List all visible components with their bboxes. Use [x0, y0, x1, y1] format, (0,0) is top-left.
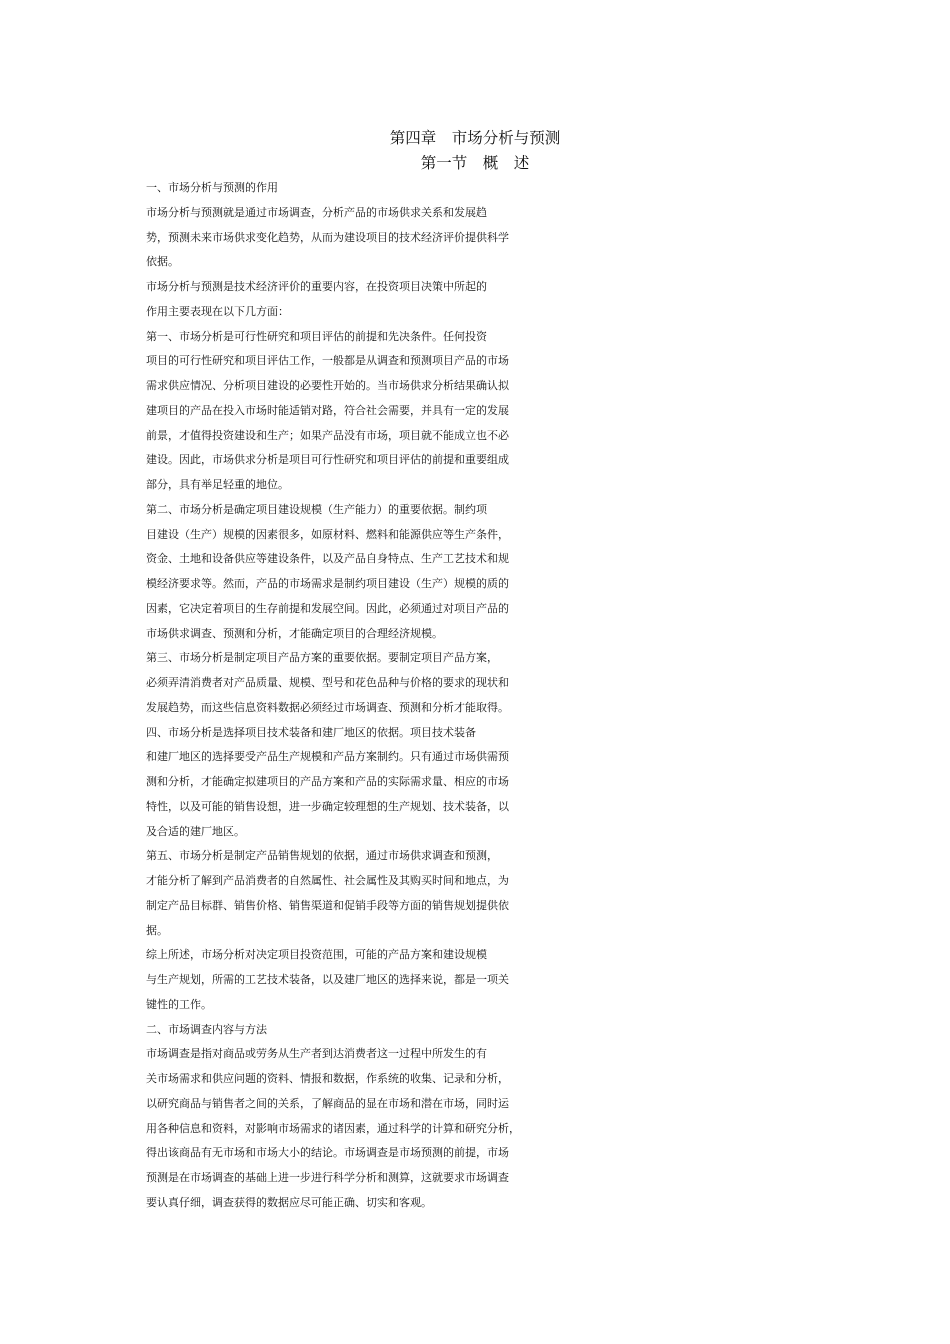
text-line: 必须弄清消费者对产品质量、规模、型号和花色品种与价格的要求的现状和 — [146, 676, 509, 689]
text-line: 需求供应情况、分析项目建设的必要性开始的。当市场供求分析结果确认拟 — [146, 379, 509, 392]
text-line: 市场调查是指对商品或劳务从生产者到达消费者这一过程中所发生的有 — [146, 1047, 487, 1061]
text-line: 及合适的建厂地区。 — [146, 824, 245, 838]
text-line: 依据。 — [146, 255, 179, 269]
text-line: 项目的可行性研究和项目评估工作，一般都是从调查和预测项目产品的市场 — [146, 354, 509, 368]
text-line: 以研究商品与销售者之间的关系，了解商品的显在市场和潜在市场，同时运 — [146, 1096, 509, 1110]
text-line: 和建厂地区的选择要受产品生产规模和产品方案制约。只有通过市场供需预 — [146, 750, 509, 764]
text-line: 与生产规划，所需的工艺技术装备，以及建厂地区的选择来说，都是一项关 — [146, 973, 509, 986]
text-line: 作用主要表现在以下几方面： — [146, 304, 289, 318]
text-line: 关市场需求和供应问题的资料、情报和数据，作系统的收集、记录和分析， — [146, 1072, 509, 1085]
section-title: 第一节 概 述 — [420, 154, 530, 172]
text-line: 市场供求调查、预测和分析，才能确定项目的合理经济规模。 — [146, 626, 443, 640]
text-line: 第五、市场分析是制定产品销售规划的依据，通过市场供求调查和预测， — [146, 849, 498, 863]
text-line: 发展趋势，而这些信息资料数据必须经过市场调查、预测和分析才能取得。 — [146, 700, 509, 714]
text-line: 二、市场调查内容与方法 — [146, 1022, 267, 1036]
text-line: 第二、市场分析是确定项目建设规模（生产能力）的重要依据。制约项 — [146, 502, 487, 516]
chapter-title: 第四章 市场分析与预测 — [389, 129, 561, 147]
text-line: 综上所述，市场分析对决定项目投资范围，可能的产品方案和建设规模 — [146, 948, 487, 962]
text-line: 建项目的产品在投入市场时能适销对路，符合社会需要，并具有一定的发展 — [146, 403, 509, 417]
text-line: 特性，以及可能的销售设想，进一步确定较理想的生产规划、技术装备，以 — [146, 799, 509, 813]
text-line: 目建设（生产）规模的因素很多，如原材料、燃料和能源供应等生产条件， — [146, 527, 509, 541]
text-line: 得出该商品有无市场和市场大小的结论。市场调查是市场预测的前提，市场 — [146, 1146, 509, 1160]
text-line: 市场分析与预测就是通过市场调查，分析产品的市场供求关系和发展趋 — [146, 205, 487, 219]
text-line: 测和分析，才能确定拟建项目的产品方案和产品的实际需求量、相应的市场 — [146, 775, 509, 788]
text-line: 用各种信息和资料，对影响市场需求的诸因素，通过科学的计算和研究分析， — [146, 1121, 520, 1135]
text-line: 资金、土地和设备供应等建设条件，以及产品自身特点、生产工艺技术和规 — [146, 552, 509, 566]
text-line: 部分，具有举足轻重的地位。 — [146, 478, 289, 491]
text-line: 前景，才值得投资建设和生产；如果产品没有市场，项目就不能成立也不必 — [146, 428, 509, 442]
text-line: 据。 — [146, 923, 168, 937]
text-line: 预测是在市场调查的基础上进一步进行科学分析和测算，这就要求市场调查 — [146, 1171, 509, 1184]
text-line: 模经济要求等。然而，产品的市场需求是制约项目建设（生产）规模的质的 — [146, 577, 509, 590]
text-line: 要认真仔细，调查获得的数据应尽可能正确、切实和客观。 — [146, 1195, 432, 1209]
text-line: 势，预测未来市场供求变化趋势，从而为建设项目的技术经济评价提供科学 — [146, 230, 509, 244]
text-line: 制定产品目标群、销售价格、销售渠道和促销手段等方面的销售规划提供依 — [146, 898, 509, 912]
text-line: 市场分析与预测是技术经济评价的重要内容，在投资项目决策中所起的 — [146, 280, 487, 293]
text-line: 因素，它决定着项目的生存前提和发展空间。因此，必须通过对项目产品的 — [146, 601, 509, 615]
document-body — [146, 176, 711, 1216]
text-line: 键性的工作。 — [146, 997, 212, 1011]
text-line: 才能分析了解到产品消费者的自然属性、社会属性及其购买时间和地点，为 — [146, 874, 509, 887]
text-line: 一、市场分析与预测的作用 — [146, 181, 278, 194]
text-line: 建设。因此，市场供求分析是项目可行性研究和项目评估的前提和重要组成 — [146, 453, 509, 467]
text-line: 第一、市场分析是可行性研究和项目评估的前提和先决条件。任何投资 — [146, 329, 487, 343]
text-line: 第三、市场分析是制定项目产品方案的重要依据。要制定项目产品方案， — [146, 651, 498, 665]
text-line: 四、市场分析是选择项目技术装备和建厂地区的依据。项目技术装备 — [146, 725, 476, 739]
